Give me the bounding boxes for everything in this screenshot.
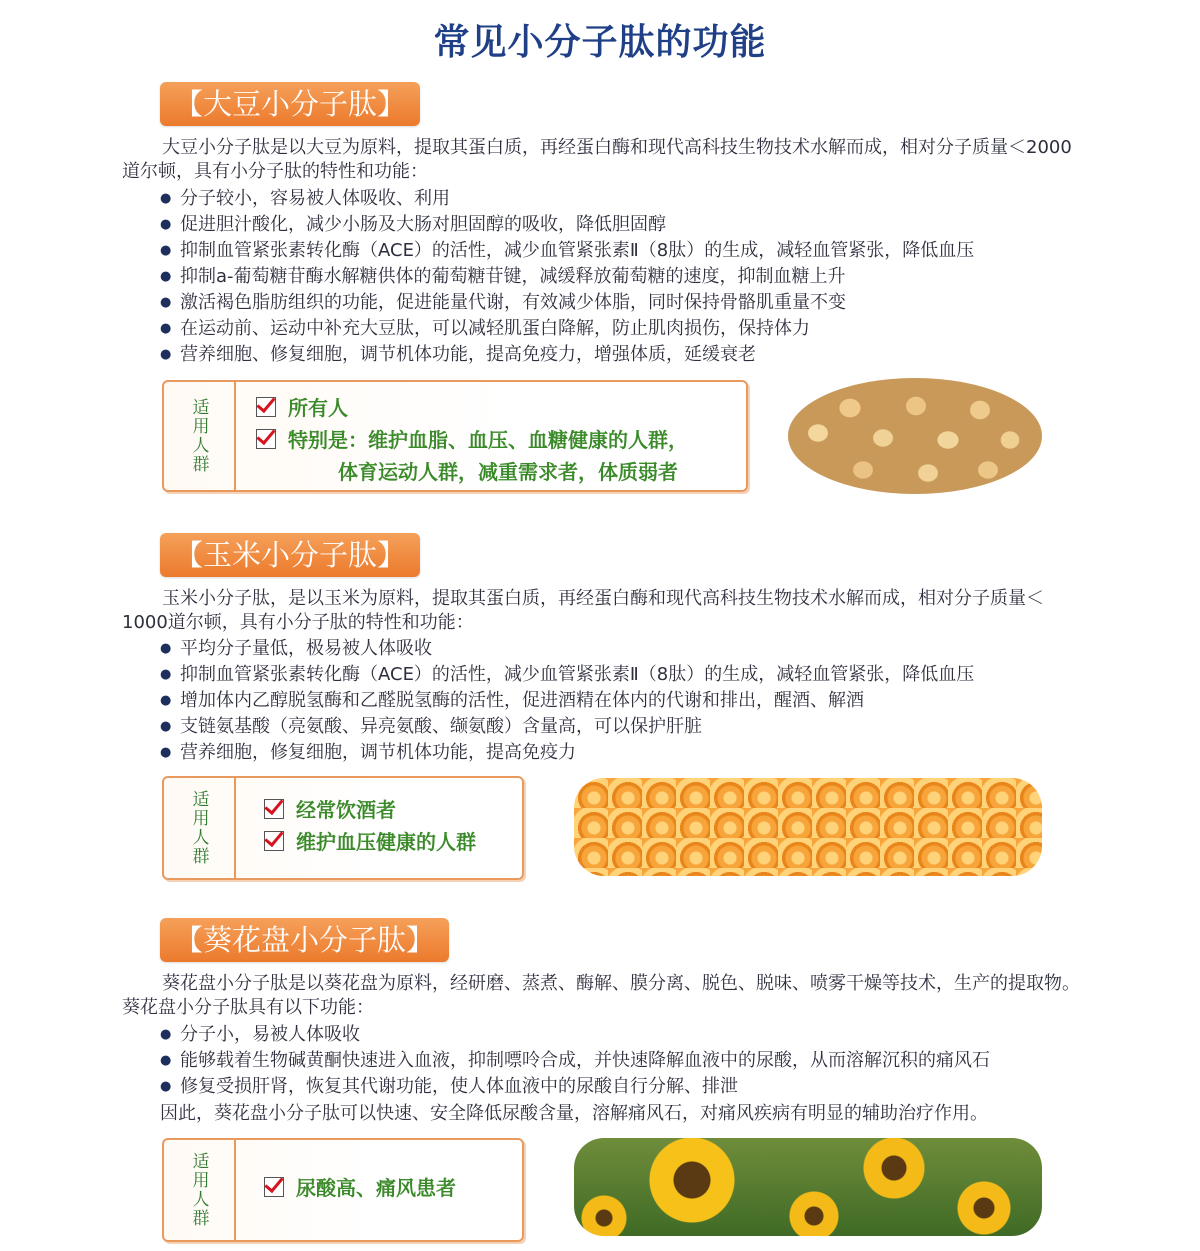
list-item: ● 抑制a-葡萄糖苷酶水解糖供体的葡萄糖苷键，减缓释放葡萄糖的速度，抑制血糖上升 (160, 264, 1100, 290)
section-heading: 【大豆小分子肽】 (160, 82, 420, 126)
function-list (160, 186, 1100, 368)
function-list (160, 636, 1100, 766)
checkbox-checked-icon (264, 831, 284, 851)
audience-item: 维护血压健康的人群 (264, 826, 512, 858)
list-item: ● 促进胆汁酸化，减少小肠及大肠对胆固醇的吸收，降低胆固醇 (160, 212, 1100, 238)
audience-item: 经常饮酒者 (264, 794, 512, 826)
audience-box-soy (162, 380, 748, 492)
checkbox-checked-icon (264, 799, 284, 819)
audience-box-sunflower (162, 1138, 524, 1242)
audience-label: 适用人群 (164, 382, 236, 490)
list-item: ● 修复受损肝肾，恢复其代谢功能，使人体血液中的尿酸自行分解、排泄 (160, 1074, 1100, 1100)
audience-label: 适用人群 (164, 778, 236, 878)
list-item: ● 激活褐色脂肪组织的功能，促进能量代谢，有效减少体脂，同时保持骨骼肌重量不变 (160, 290, 1100, 316)
function-list (160, 1022, 1100, 1100)
checkbox-checked-icon (256, 429, 276, 449)
list-item: ● 在运动前、运动中补充大豆肽，可以减轻肌蛋白降解，防止肌肉损伤，保持体力 (160, 316, 1100, 342)
corn-kernels-image (574, 778, 1042, 876)
list-item: ● 营养细胞、修复细胞，调节机体功能，提高免疫力，增强体质，延缓衰老 (160, 342, 1100, 368)
section-intro: 葵花盘小分子肽是以葵花盘为原料，经研磨、蒸煮、酶解、膜分离、脱色、脱味、喷雾干燥等技术，生产的提取物。葵花盘小分子肽具有以下功能： (122, 973, 1080, 1018)
list-item: ● 分子小，易被人体吸收 (160, 1022, 1100, 1048)
section-intro: 大豆小分子肽是以大豆为原料，提取其蛋白质，再经蛋白酶和现代高科技生物技术水解而成，相对分子质量＜2000道尔顿，具有小分子肽的特性和功能： (122, 137, 1072, 182)
list-item: ● 增加体内乙醇脱氢酶和乙醛脱氢酶的活性，促进酒精在体内的代谢和排出，醒酒、解酒 (160, 688, 1100, 714)
section-conclusion: 因此，葵花盘小分子肽可以快速、安全降低尿酸含量，溶解痛风石，对痛风疾病有明显的辅助治疗作用。 (160, 1103, 988, 1124)
checkbox-checked-icon (264, 1177, 284, 1197)
list-item: ● 抑制血管紧张素转化酶（ACE）的活性，减少血管紧张素Ⅱ（8肽）的生成，减轻血管紧张，降低血压 (160, 238, 1100, 264)
audience-item: 所有人 (256, 392, 736, 424)
list-item: ● 平均分子量低，极易被人体吸收 (160, 636, 1100, 662)
page-title: 常见小分子肽的功能 (433, 22, 767, 63)
list-item: ● 抑制血管紧张素转化酶（ACE）的活性，减少血管紧张素Ⅱ（8肽）的生成，减轻血管紧张，降低血压 (160, 662, 1100, 688)
audience-item: 尿酸高、痛风患者 (264, 1172, 512, 1204)
sunflower-field-image (574, 1138, 1042, 1236)
audience-label: 适用人群 (164, 1140, 236, 1240)
section-intro: 玉米小分子肽，是以玉米为原料，提取其蛋白质，再经蛋白酶和现代高科技生物技术水解而成，相对分子质量＜1000道尔顿，具有小分子肽的特性和功能： (122, 588, 1044, 633)
checkbox-checked-icon (256, 397, 276, 417)
list-item: ● 营养细胞，修复细胞，调节机体功能，提高免疫力 (160, 740, 1100, 766)
list-item: ● 支链氨基酸（亮氨酸、异亮氨酸、缬氨酸）含量高，可以保护肝脏 (160, 714, 1100, 740)
section-heading: 【玉米小分子肽】 (160, 533, 420, 577)
audience-box-corn (162, 776, 524, 880)
section-heading: 【葵花盘小分子肽】 (160, 918, 449, 962)
list-item: ● 分子较小，容易被人体吸收、利用 (160, 186, 1100, 212)
list-item: ● 能够载着生物碱黄酮快速进入血液，抑制嘌呤合成，并快速降解血液中的尿酸，从而溶解沉积的痛风石 (160, 1048, 1100, 1074)
soybean-image (788, 378, 1042, 494)
audience-item: 特别是：维护血脂、血压、血糖健康的人群， (256, 424, 736, 456)
audience-item-continued: 体育运动人群，减重需求者，体质弱者 (338, 460, 678, 484)
